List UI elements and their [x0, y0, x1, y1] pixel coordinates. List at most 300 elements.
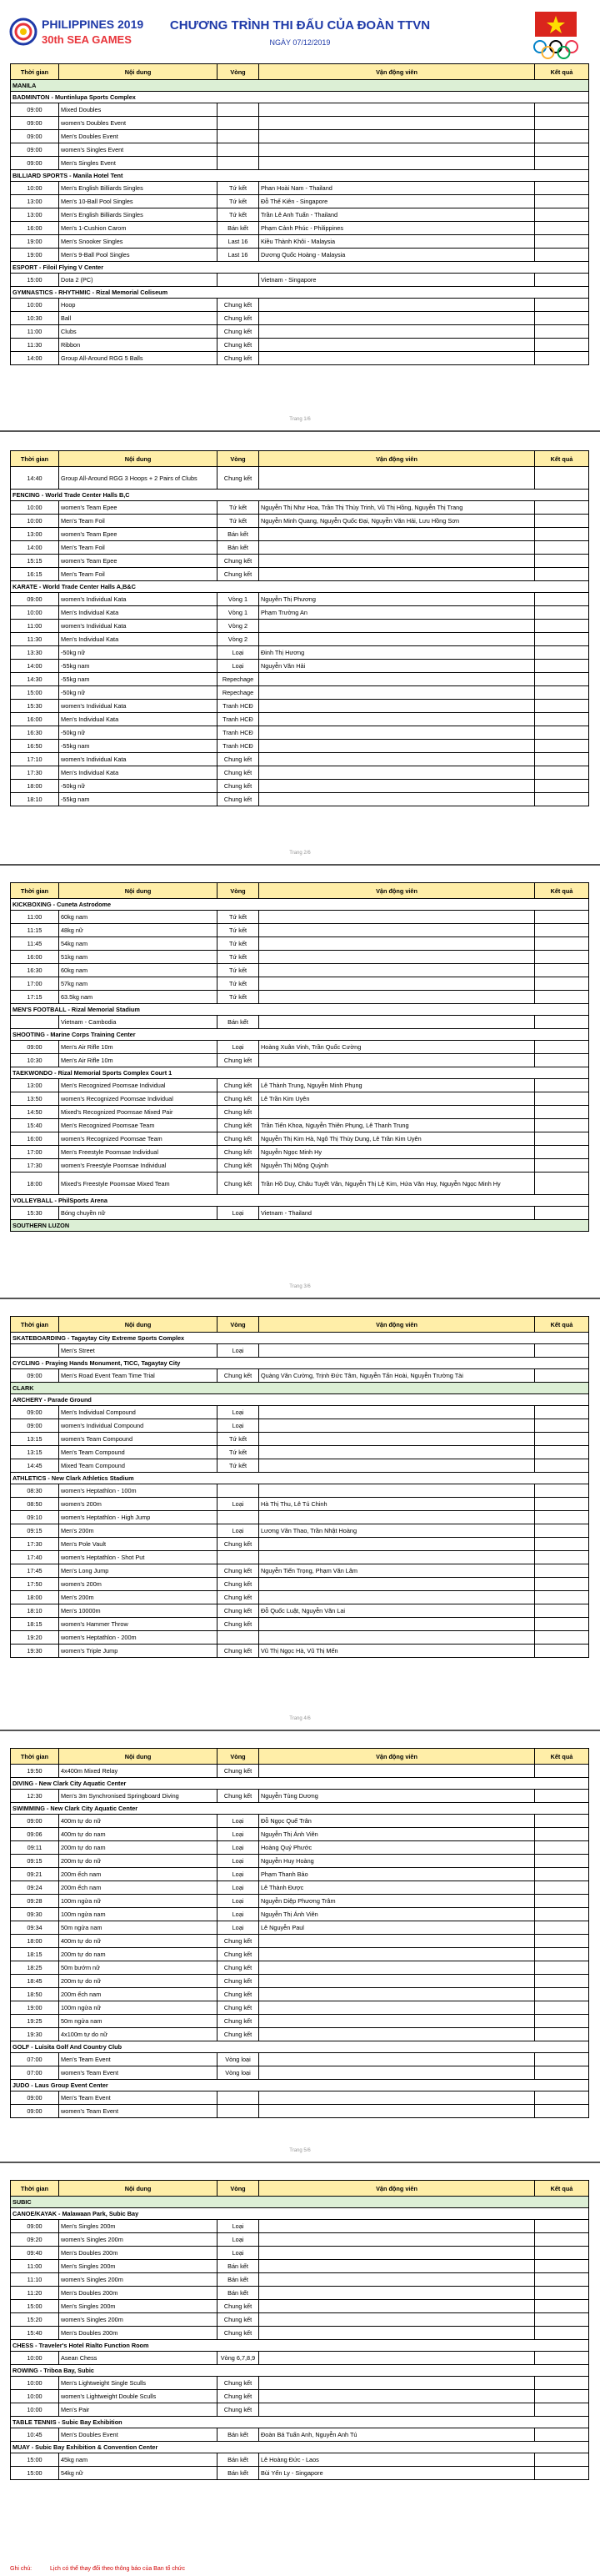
table-row: [11, 2028, 589, 2041]
time-cell: 13:50: [11, 1092, 59, 1106]
result-cell: [535, 646, 589, 660]
result-cell: [535, 2260, 589, 2273]
time-cell: 09:21: [11, 1868, 59, 1881]
event-cell: 54kg nữ: [59, 2467, 218, 2480]
time-cell: 10:00: [11, 515, 59, 528]
round-cell: Tứ kết: [218, 991, 259, 1004]
round-cell: Tranh HCĐ: [218, 726, 259, 740]
time-cell: 16:00: [11, 951, 59, 964]
athletes-cell: [259, 2015, 535, 2028]
region-label: SUBIC: [11, 2197, 589, 2208]
event-cell: Vietnam - Cambodia: [59, 1016, 218, 1029]
table-row: [11, 1645, 589, 1658]
table-row: [11, 117, 589, 130]
athletes-cell: [259, 2220, 535, 2233]
event-cell: Men's Air Rifle 10m: [59, 1054, 218, 1067]
page-number: Trang 5/6: [289, 2148, 311, 2153]
time-cell: 17:00: [11, 1146, 59, 1159]
schedule-page-3: [10, 882, 588, 1232]
athletes-cell: [259, 528, 535, 541]
athletes-cell: [259, 1948, 535, 1961]
round-column-header: Vòng: [218, 1317, 259, 1333]
table-row: [11, 1511, 589, 1524]
venue-label: CHESS - Traveler's Hotel Rialto Function Room: [11, 2340, 589, 2352]
event-cell: Group All-Around RGG 5 Balls: [59, 352, 218, 365]
event-cell: women's Team Event: [59, 2105, 218, 2118]
venue-label: GOLF - Luisita Golf And Country Club: [11, 2041, 589, 2053]
table-row: [11, 2352, 589, 2365]
time-column-header: Thời gian: [11, 883, 59, 899]
event-cell: Men's Long Jump: [59, 1564, 218, 1578]
event-cell: -50kg nữ: [59, 726, 218, 740]
time-cell: 14:00: [11, 660, 59, 673]
athletes-cell: [259, 1054, 535, 1067]
time-cell: 10:30: [11, 1054, 59, 1067]
round-cell: Loại: [218, 660, 259, 673]
table-row: [11, 1016, 589, 1029]
event-cell: Dota 2 (PC): [59, 274, 218, 287]
table-row: [11, 1207, 589, 1220]
event-cell: 200m ếch nam: [59, 1881, 218, 1895]
result-cell: [535, 2467, 589, 2480]
table-header-row: [11, 1749, 589, 1765]
table-header-row: [11, 451, 589, 467]
venue-label: KICKBOXING - Cuneta Astrodome: [11, 899, 589, 911]
result-cell: [535, 2453, 589, 2467]
athletes-cell: Nguyễn Thị Mộng Quỳnh: [259, 1159, 535, 1173]
table-row: [11, 515, 589, 528]
venue-label: SHOOTING - Marine Corps Training Center: [11, 1029, 589, 1041]
time-cell: 16:30: [11, 726, 59, 740]
event-cell: women's Team Compound: [59, 1433, 218, 1446]
result-cell: [535, 620, 589, 633]
region-row: [11, 1383, 589, 1394]
event-column-header: Nội dung: [59, 1317, 218, 1333]
time-cell: 17:45: [11, 1564, 59, 1578]
athletes-cell: Lương Văn Thao, Trần Nhật Hoàng: [259, 1524, 535, 1538]
event-cell: -55kg nam: [59, 673, 218, 686]
result-cell: [535, 1564, 589, 1578]
event-cell: Men's Team Event: [59, 2053, 218, 2066]
schedule-table: [10, 1748, 589, 2118]
athletes-cell: [259, 793, 535, 806]
round-cell: [218, 103, 259, 117]
athletes-cell: [259, 713, 535, 726]
round-cell: Loại: [218, 1344, 259, 1358]
event-cell: women's Triple Jump: [59, 1645, 218, 1658]
result-cell: [535, 2273, 589, 2287]
venue-row: [11, 1394, 589, 1406]
time-cell: 09:11: [11, 1841, 59, 1855]
round-cell: [218, 1484, 259, 1498]
event-cell: 200m ếch nam: [59, 1868, 218, 1881]
athletes-cell: Đinh Thị Hương: [259, 646, 535, 660]
venue-row: [11, 1195, 589, 1207]
table-row: [11, 951, 589, 964]
athletes-cell: [259, 2313, 535, 2327]
time-cell: 18:25: [11, 1961, 59, 1975]
round-cell: Bán kết: [218, 2467, 259, 2480]
table-row: [11, 2066, 589, 2080]
athletes-column-header: Vận động viên: [259, 883, 535, 899]
event-cell: 45kg nam: [59, 2453, 218, 2467]
table-row: [11, 2313, 589, 2327]
event-cell: 200m tự do nam: [59, 1948, 218, 1961]
round-cell: Loại: [218, 1524, 259, 1538]
round-cell: Chung kết: [218, 1604, 259, 1618]
page-separator: [0, 2162, 600, 2163]
event-cell: women's Team Epee: [59, 501, 218, 515]
event-cell: Men's Team Foil: [59, 541, 218, 555]
result-cell: [535, 182, 589, 195]
table-row: [11, 2220, 589, 2233]
result-cell: [535, 195, 589, 208]
result-column-header: Kết quả: [535, 1317, 589, 1333]
table-row: [11, 1564, 589, 1578]
athletes-cell: [259, 1631, 535, 1645]
time-cell: 15:00: [11, 2300, 59, 2313]
round-cell: Loại: [218, 1419, 259, 1433]
result-cell: [535, 2352, 589, 2365]
event-cell: Ball: [59, 312, 218, 325]
result-cell: [535, 117, 589, 130]
round-column-header: Vòng: [218, 883, 259, 899]
result-cell: [535, 1132, 589, 1146]
time-cell: 16:30: [11, 964, 59, 977]
round-cell: Tranh HCĐ: [218, 700, 259, 713]
time-cell: 11:00: [11, 911, 59, 924]
round-cell: Chung kết: [218, 568, 259, 581]
event-cell: women's Heptathlon - 100m: [59, 1484, 218, 1498]
event-cell: Men's Doubles Event: [59, 2428, 218, 2442]
time-column-header: Thời gian: [11, 2181, 59, 2197]
table-row: [11, 1841, 589, 1855]
venue-label: TAEKWONDO - Rizal Memorial Sports Complex Court 1: [11, 1067, 589, 1079]
result-cell: [535, 1369, 589, 1383]
event-cell: women's 200m: [59, 1578, 218, 1591]
time-cell: 14:45: [11, 1459, 59, 1473]
result-cell: [535, 593, 589, 606]
footnote-label: Ghi chú:: [10, 2566, 32, 2572]
table-row: [11, 673, 589, 686]
result-cell: [535, 2091, 589, 2105]
round-cell: Tứ kết: [218, 208, 259, 222]
round-cell: Chung kết: [218, 1935, 259, 1948]
logo-line2: 30th SEA GAMES: [42, 33, 132, 46]
table-row: [11, 1538, 589, 1551]
athletes-cell: [259, 2260, 535, 2273]
round-cell: Bán kết: [218, 528, 259, 541]
round-cell: Bán kết: [218, 2287, 259, 2300]
event-cell: 200m tự do nam: [59, 1841, 218, 1855]
round-cell: Chung kết: [218, 1975, 259, 1988]
time-cell: 16:00: [11, 713, 59, 726]
table-row: [11, 1765, 589, 1778]
table-row: [11, 1551, 589, 1564]
result-cell: [535, 1511, 589, 1524]
result-cell: [535, 633, 589, 646]
round-cell: Vòng loại: [218, 2066, 259, 2080]
round-cell: Bán kết: [218, 1016, 259, 1029]
event-cell: Men's Singles 200m: [59, 2260, 218, 2273]
time-cell: 18:10: [11, 793, 59, 806]
event-cell: women's Recognized Poomsae Team: [59, 1132, 218, 1146]
result-cell: [535, 2001, 589, 2015]
time-cell: 09:30: [11, 1908, 59, 1921]
time-cell: 10:00: [11, 2377, 59, 2390]
table-row: [11, 2233, 589, 2247]
result-cell: [535, 1881, 589, 1895]
result-cell: [535, 924, 589, 937]
table-row: [11, 249, 589, 262]
athletes-column-header: Vận động viên: [259, 2181, 535, 2197]
table-row: [11, 467, 589, 490]
result-cell: [535, 1344, 589, 1358]
athletes-cell: [259, 467, 535, 490]
event-cell: Mixed Team Compound: [59, 1459, 218, 1473]
table-row: [11, 780, 589, 793]
event-cell: Men's Singles 200m: [59, 2300, 218, 2313]
event-cell: women's 200m: [59, 1498, 218, 1511]
result-cell: [535, 1815, 589, 1828]
athletes-column-header: Vận động viên: [259, 64, 535, 80]
athletes-cell: [259, 2233, 535, 2247]
result-cell: [535, 2053, 589, 2066]
page-number: Trang 1/6: [289, 417, 311, 422]
round-cell: Vòng 2: [218, 620, 259, 633]
result-cell: [535, 1604, 589, 1618]
table-row: [11, 1591, 589, 1604]
event-cell: women's Heptathlon - 200m: [59, 1631, 218, 1645]
result-cell: [535, 312, 589, 325]
result-cell: [535, 2403, 589, 2417]
schedule-page-2: [10, 450, 588, 806]
event-cell: Men's Team Compound: [59, 1446, 218, 1459]
venue-row: [11, 262, 589, 274]
table-row: [11, 1041, 589, 1054]
event-cell: Ribbon: [59, 339, 218, 352]
athletes-cell: [259, 1935, 535, 1948]
table-row: [11, 352, 589, 365]
event-cell: Men's Team Foil: [59, 515, 218, 528]
time-cell: 09:00: [11, 2105, 59, 2118]
result-cell: [535, 606, 589, 620]
result-cell: [535, 1092, 589, 1106]
athletes-cell: [259, 937, 535, 951]
time-cell: 10:00: [11, 299, 59, 312]
table-row: [11, 2403, 589, 2417]
round-cell: Chung kết: [218, 780, 259, 793]
athletes-cell: Phạm Trường An: [259, 606, 535, 620]
table-row: [11, 1132, 589, 1146]
time-cell: 08:50: [11, 1498, 59, 1511]
round-cell: Chung kết: [218, 1578, 259, 1591]
athletes-cell: [259, 2028, 535, 2041]
time-cell: 15:30: [11, 1207, 59, 1220]
athletes-cell: [259, 2287, 535, 2300]
time-cell: 09:06: [11, 1828, 59, 1841]
result-cell: [535, 2377, 589, 2390]
venue-row: [11, 2417, 589, 2428]
event-cell: Mixed's Recognized Poomsae Mixed Pair: [59, 1106, 218, 1119]
result-cell: [535, 1631, 589, 1645]
result-cell: [535, 2247, 589, 2260]
time-cell: 09:10: [11, 1511, 59, 1524]
table-row: [11, 1419, 589, 1433]
venue-label: GYMNASTICS - RHYTHMIC - Rizal Memorial Coliseum: [11, 287, 589, 299]
athletes-cell: [259, 568, 535, 581]
athletes-column-header: Vận động viên: [259, 1317, 535, 1333]
event-cell: Men's Doubles 200m: [59, 2327, 218, 2340]
table-row: [11, 2327, 589, 2340]
time-column-header: Thời gian: [11, 64, 59, 80]
result-cell: [535, 2327, 589, 2340]
event-cell: women's Heptathlon - Shot Put: [59, 1551, 218, 1564]
time-cell: 18:00: [11, 780, 59, 793]
result-cell: [535, 222, 589, 235]
page-number: Trang 3/6: [289, 1284, 311, 1289]
round-cell: Chung kết: [218, 1988, 259, 2001]
table-row: [11, 1975, 589, 1988]
athletes-cell: [259, 157, 535, 170]
round-cell: Chung kết: [218, 1159, 259, 1173]
table-row: [11, 1054, 589, 1067]
round-cell: Chung kết: [218, 1173, 259, 1195]
venue-label: MEN'S FOOTBALL - Rizal Memorial Stadium: [11, 1004, 589, 1016]
round-cell: Loại: [218, 1828, 259, 1841]
table-row: [11, 700, 589, 713]
venue-row: [11, 2041, 589, 2053]
athletes-cell: Phạm Cảnh Phúc - Philippines: [259, 222, 535, 235]
schedule-page-5: [10, 1748, 588, 2118]
result-cell: [535, 325, 589, 339]
athletes-cell: Nguyễn Ngọc Minh Hy: [259, 1146, 535, 1159]
table-row: [11, 1868, 589, 1881]
round-cell: Tứ kết: [218, 1459, 259, 1473]
athletes-cell: Hoàng Xuân Vinh, Trần Quốc Cường: [259, 1041, 535, 1054]
table-row: [11, 1828, 589, 1841]
round-cell: Loại: [218, 1041, 259, 1054]
time-cell: 09:00: [11, 593, 59, 606]
round-column-header: Vòng: [218, 1749, 259, 1765]
round-cell: Loại: [218, 1815, 259, 1828]
time-cell: 17:15: [11, 991, 59, 1004]
venue-label: BILLIARD SPORTS - Manila Hotel Tent: [11, 170, 589, 182]
result-cell: [535, 1498, 589, 1511]
table-row: [11, 1146, 589, 1159]
table-header-row: [11, 2181, 589, 2197]
athletes-cell: Bùi Yến Ly - Singapore: [259, 2467, 535, 2480]
result-cell: [535, 1988, 589, 2001]
result-cell: [535, 1578, 589, 1591]
result-cell: [535, 103, 589, 117]
result-cell: [535, 780, 589, 793]
event-cell: 48kg nữ: [59, 924, 218, 937]
athletes-cell: [259, 143, 535, 157]
result-cell: [535, 911, 589, 924]
athletes-cell: [259, 325, 535, 339]
result-cell: [535, 352, 589, 365]
table-row: [11, 1106, 589, 1119]
table-row: [11, 1446, 589, 1459]
venue-row: [11, 1473, 589, 1484]
time-cell: 16:00: [11, 222, 59, 235]
athletes-cell: [259, 103, 535, 117]
round-cell: Bán kết: [218, 2260, 259, 2273]
result-cell: [535, 1618, 589, 1631]
event-cell: -50kg nữ: [59, 686, 218, 700]
event-cell: 100m ngửa nữ: [59, 1895, 218, 1908]
region-row: [11, 80, 589, 92]
athletes-cell: [259, 1406, 535, 1419]
table-row: [11, 1881, 589, 1895]
athletes-cell: Hoàng Quý Phước: [259, 1841, 535, 1855]
result-cell: [535, 2066, 589, 2080]
event-cell: 63.5kg nam: [59, 991, 218, 1004]
table-row: [11, 157, 589, 170]
round-cell: Chung kết: [218, 2313, 259, 2327]
result-cell: [535, 1524, 589, 1538]
event-cell: Men's Snooker Singles: [59, 235, 218, 249]
event-cell: women's Singles 200m: [59, 2273, 218, 2287]
result-cell: [535, 2390, 589, 2403]
round-cell: Loại: [218, 2233, 259, 2247]
result-cell: [535, 467, 589, 490]
athletes-cell: [259, 1459, 535, 1473]
time-cell: 17:00: [11, 977, 59, 991]
time-cell: 13:00: [11, 528, 59, 541]
round-cell: Chung kết: [218, 1079, 259, 1092]
event-cell: 57kg nam: [59, 977, 218, 991]
time-cell: 09:24: [11, 1881, 59, 1895]
venue-row: [11, 2365, 589, 2377]
athletes-cell: [259, 766, 535, 780]
result-cell: [535, 299, 589, 312]
time-cell: 15:15: [11, 555, 59, 568]
round-cell: Vòng 2: [218, 633, 259, 646]
region-row: [11, 2197, 589, 2208]
time-cell: 09:00: [11, 157, 59, 170]
result-cell: [535, 673, 589, 686]
athletes-cell: Nguyễn Huy Hoàng: [259, 1855, 535, 1868]
event-cell: 50m ngửa nam: [59, 2015, 218, 2028]
event-cell: Clubs: [59, 325, 218, 339]
time-cell: 19:25: [11, 2015, 59, 2028]
event-cell: Men's English Billiards Singles: [59, 208, 218, 222]
athletes-cell: [259, 964, 535, 977]
result-cell: [535, 235, 589, 249]
round-cell: Loại: [218, 1921, 259, 1935]
time-cell: 19:20: [11, 1631, 59, 1645]
athletes-cell: [259, 2001, 535, 2015]
round-cell: Chung kết: [218, 312, 259, 325]
event-cell: Mixed Doubles: [59, 103, 218, 117]
event-cell: women's Doubles Event: [59, 117, 218, 130]
round-cell: Loại: [218, 2247, 259, 2260]
result-cell: [535, 1054, 589, 1067]
round-cell: Chung kết: [218, 1369, 259, 1383]
athletes-cell: [259, 2273, 535, 2287]
athletes-cell: [259, 951, 535, 964]
event-column-header: Nội dung: [59, 883, 218, 899]
event-cell: women's Lightweight Double Sculls: [59, 2390, 218, 2403]
result-cell: [535, 541, 589, 555]
athletes-cell: Vũ Thị Ngọc Hà, Vũ Thị Mến: [259, 1645, 535, 1658]
event-cell: Men's Individual Kata: [59, 606, 218, 620]
event-cell: 60kg nam: [59, 911, 218, 924]
event-cell: Men's 200m: [59, 1591, 218, 1604]
venue-row: [11, 2080, 589, 2091]
